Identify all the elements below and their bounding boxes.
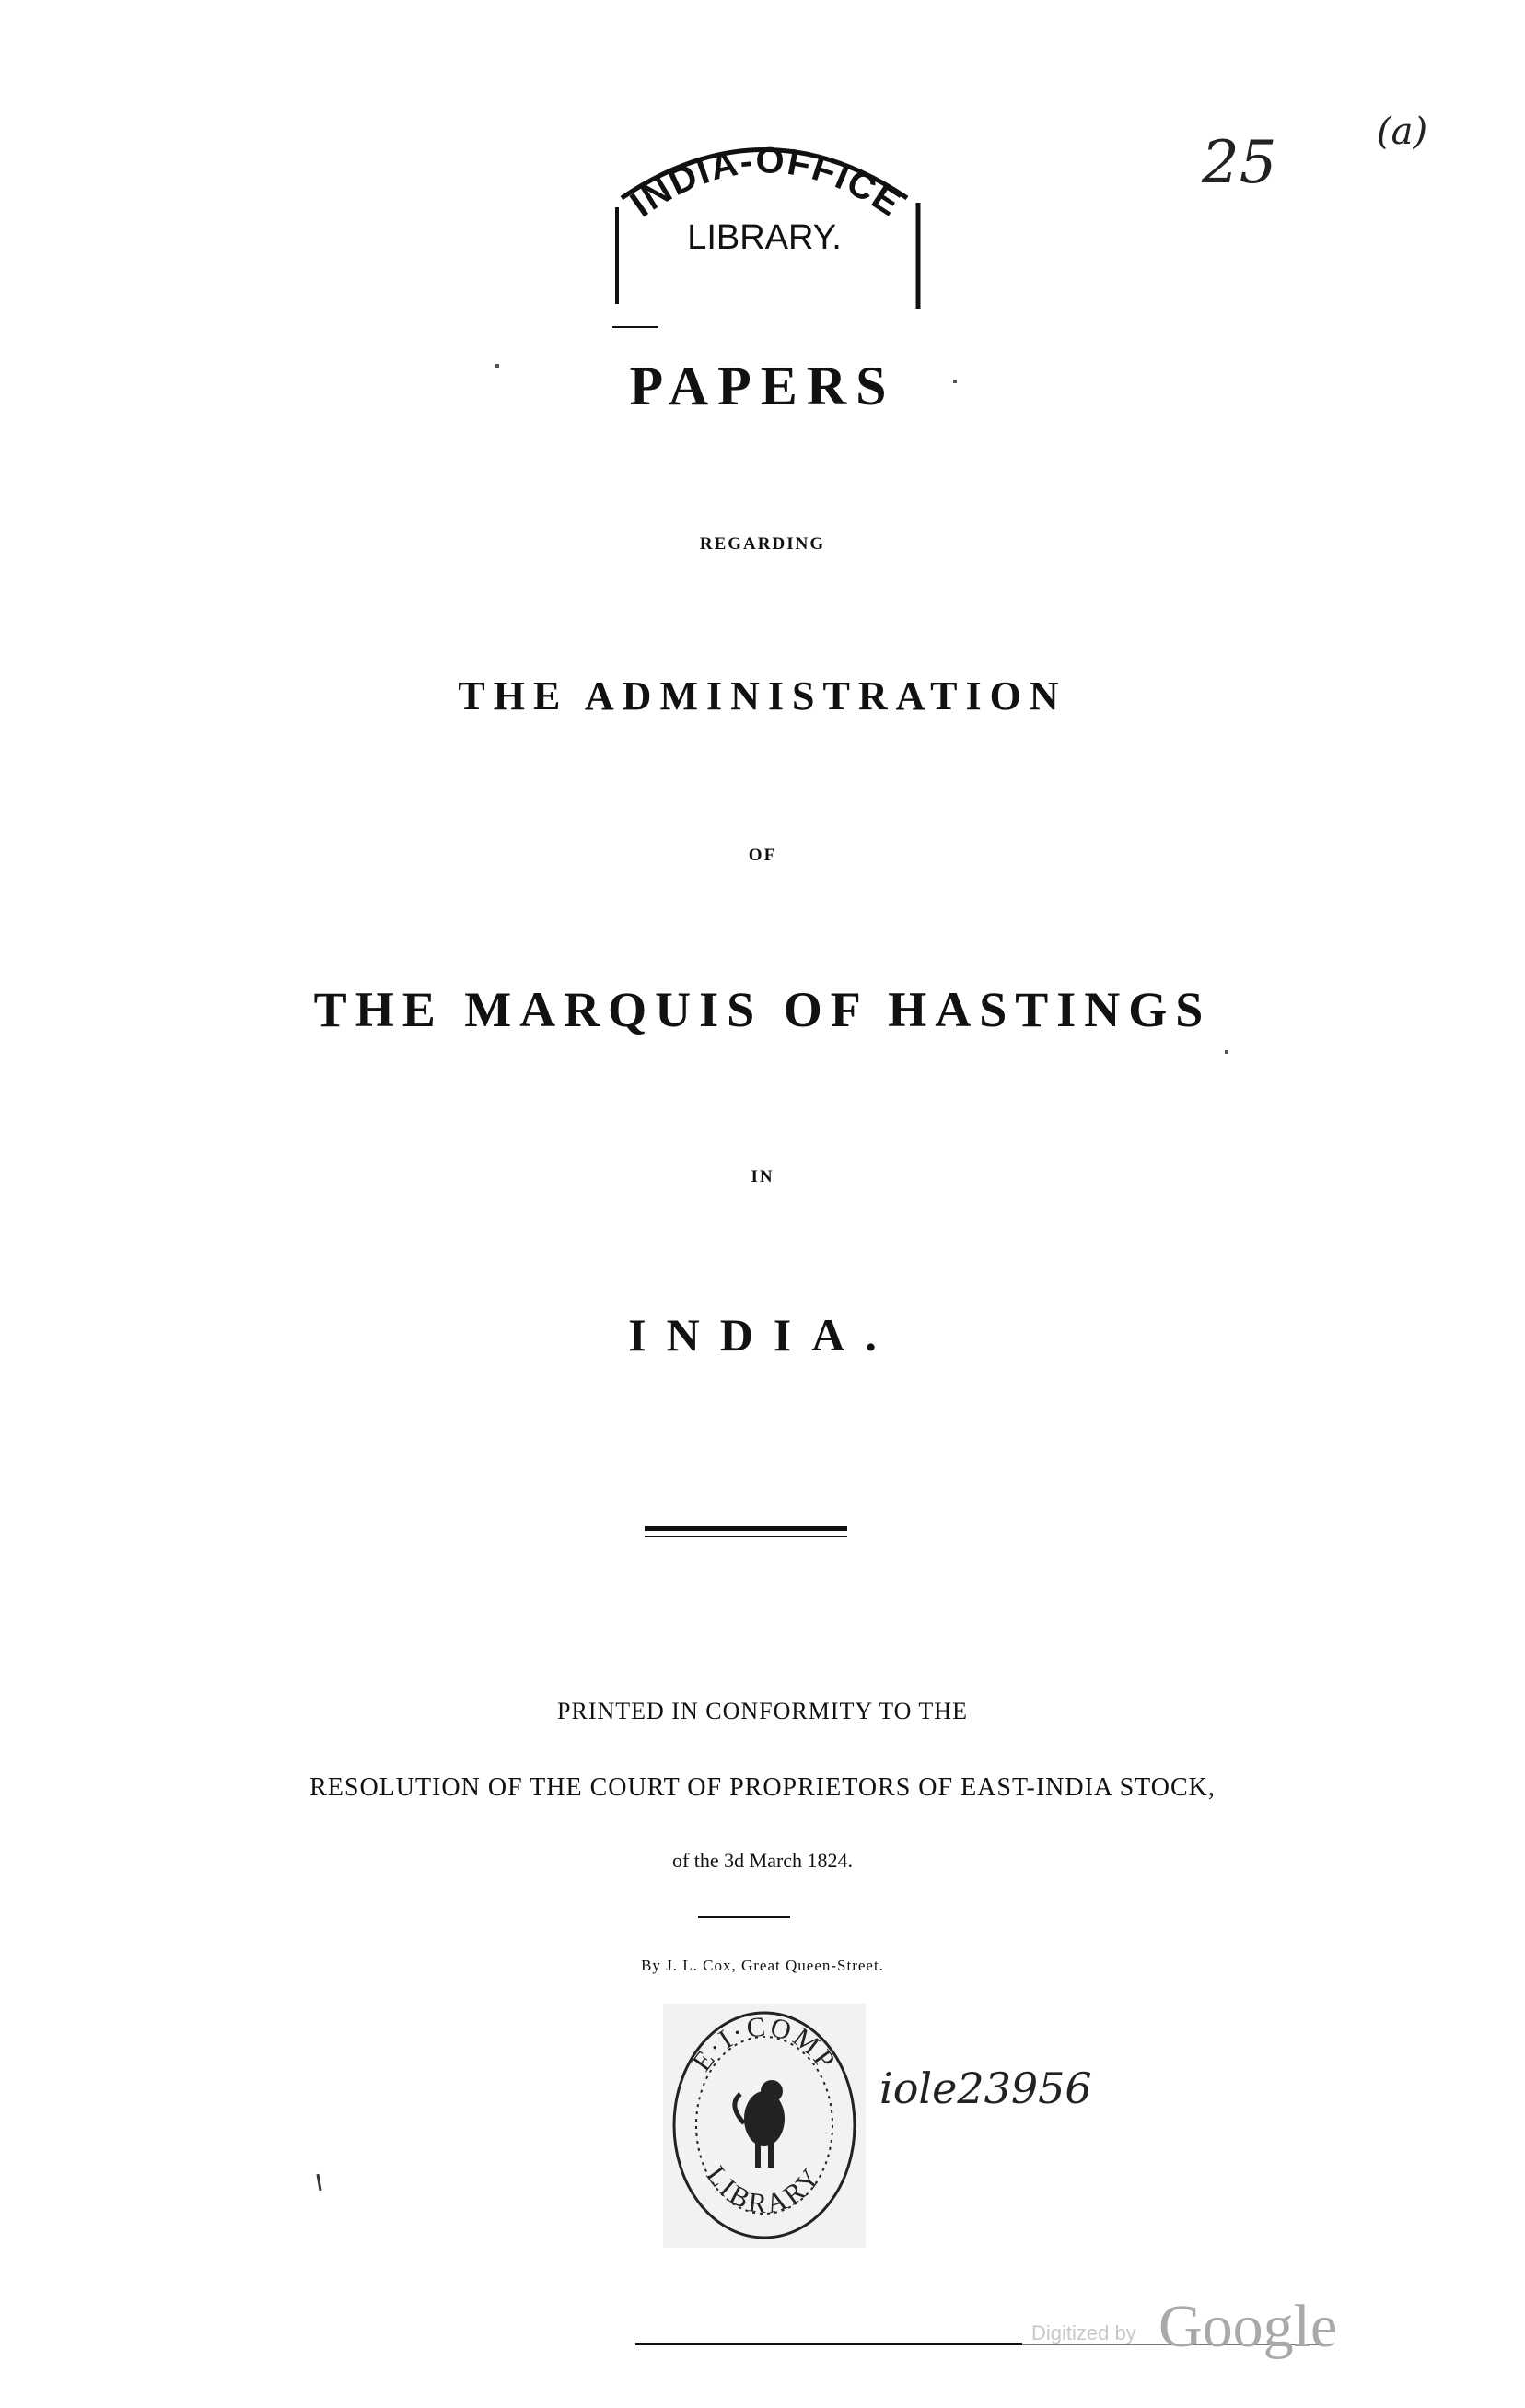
digitized-by-text: Digitized by xyxy=(1031,2321,1136,2344)
scan-speck xyxy=(495,364,499,368)
stamp-top-text: E·I·COMP xyxy=(686,2011,843,2077)
title-of: OF xyxy=(748,846,777,865)
stamp-bottom-text: LIBRARY xyxy=(700,2160,829,2220)
stamp-label: LIBRARY. xyxy=(687,218,842,257)
title-administration: THE ADMINISTRATION xyxy=(458,673,1067,719)
double-rule-thick xyxy=(645,1526,847,1531)
india-office-library-stamp xyxy=(594,111,935,341)
scan-speck xyxy=(953,380,957,383)
scan-speck xyxy=(316,2174,321,2191)
double-rule-thin xyxy=(645,1536,847,1537)
bottom-rule xyxy=(635,2343,1022,2345)
short-rule xyxy=(698,1916,790,1918)
scan-speck xyxy=(1225,1050,1228,1054)
ei-company-library-stamp xyxy=(663,2004,866,2248)
google-logo: Google xyxy=(1158,2293,1338,2360)
shelf-suffix: (a) xyxy=(1377,111,1428,153)
printed-line-1: PRINTED IN CONFORMITY TO THE xyxy=(557,1698,968,1724)
imprint: By J. L. Cox, Great Queen-Street. xyxy=(641,1957,884,1974)
title-marquis: THE MARQUIS OF HASTINGS xyxy=(313,982,1212,1037)
printed-date: of the 3d March 1824. xyxy=(671,1849,854,1872)
title-india: INDIA. xyxy=(628,1309,897,1361)
accession-number: iole23956 xyxy=(879,2063,1092,2113)
printed-line-2: RESOLUTION OF THE COURT OF PROPRIETORS OF EAST-INDIA STOCK, xyxy=(309,1773,1216,1802)
title-papers: PAPERS xyxy=(629,356,896,416)
title-in: IN xyxy=(751,1167,774,1186)
svg-text:INDIA-OFFICE xyxy=(623,140,909,225)
shelf-number: 25 xyxy=(1202,129,1277,197)
stamp-arc-text: INDIA-OFFICE xyxy=(623,140,910,226)
title-regarding: REGARDING xyxy=(699,534,826,554)
